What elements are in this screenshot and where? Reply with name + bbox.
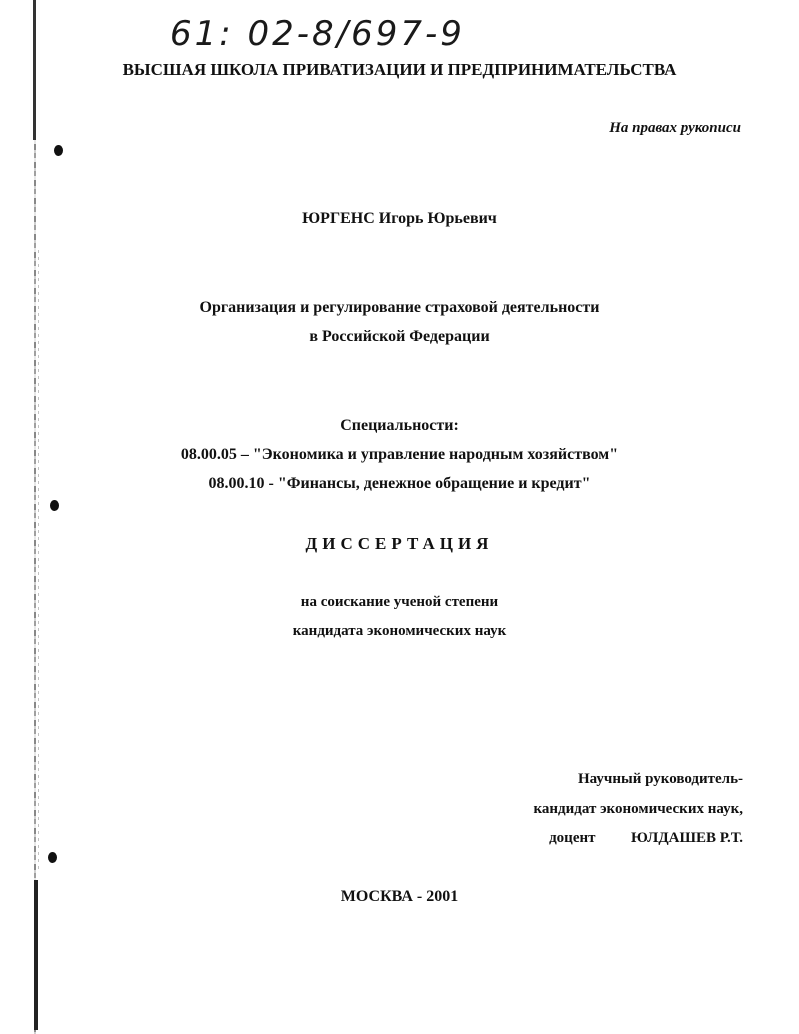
supervisor-rank: доцент xyxy=(549,830,596,846)
degree-line1: на соискание ученой степени xyxy=(300,594,499,610)
degree-line2: кандидата экономических наук xyxy=(292,623,507,639)
city-year: МОСКВА - 2001 xyxy=(340,888,459,905)
handwritten-catalog-number: 61: 02-8/697-9 xyxy=(170,14,465,54)
author-name xyxy=(0,210,799,228)
scan-edge-line xyxy=(34,0,36,1034)
thesis-title-line1: Организация и регулирование страховой деятельности xyxy=(199,299,600,316)
thesis-title-line2: в Российской Федерации xyxy=(309,328,490,345)
supervisor-rank-name xyxy=(549,830,743,847)
specialty-item: 08.00.10 - "Финансы, денежное обращение и кредит" xyxy=(208,475,591,492)
supervisor-name: ЮЛДАШЕВ Р.Т. xyxy=(631,830,743,846)
specialty-item: 08.00.05 – "Экономика и управление народным хозяйством" xyxy=(180,446,619,463)
specialties-heading: Специальности: xyxy=(340,417,459,434)
document-type: ДИССЕРТАЦИЯ xyxy=(305,534,494,553)
punch-hole-mark xyxy=(48,852,57,863)
supervisor-label: Научный руководитель- xyxy=(578,771,743,787)
punch-hole-mark xyxy=(50,500,59,511)
author-given-names: Игорь Юрьевич xyxy=(378,210,497,227)
rights-note: На правах рукописи xyxy=(609,120,741,136)
author-surname: ЮРГЕНС xyxy=(302,210,375,227)
institution-name: ВЫСШАЯ ШКОЛА ПРИВАТИЗАЦИИ И ПРЕДПРИНИМАТЕЛЬСТВА xyxy=(122,60,677,79)
punch-hole-mark xyxy=(54,145,63,156)
supervisor-degree: кандидат экономических наук, xyxy=(533,801,743,817)
